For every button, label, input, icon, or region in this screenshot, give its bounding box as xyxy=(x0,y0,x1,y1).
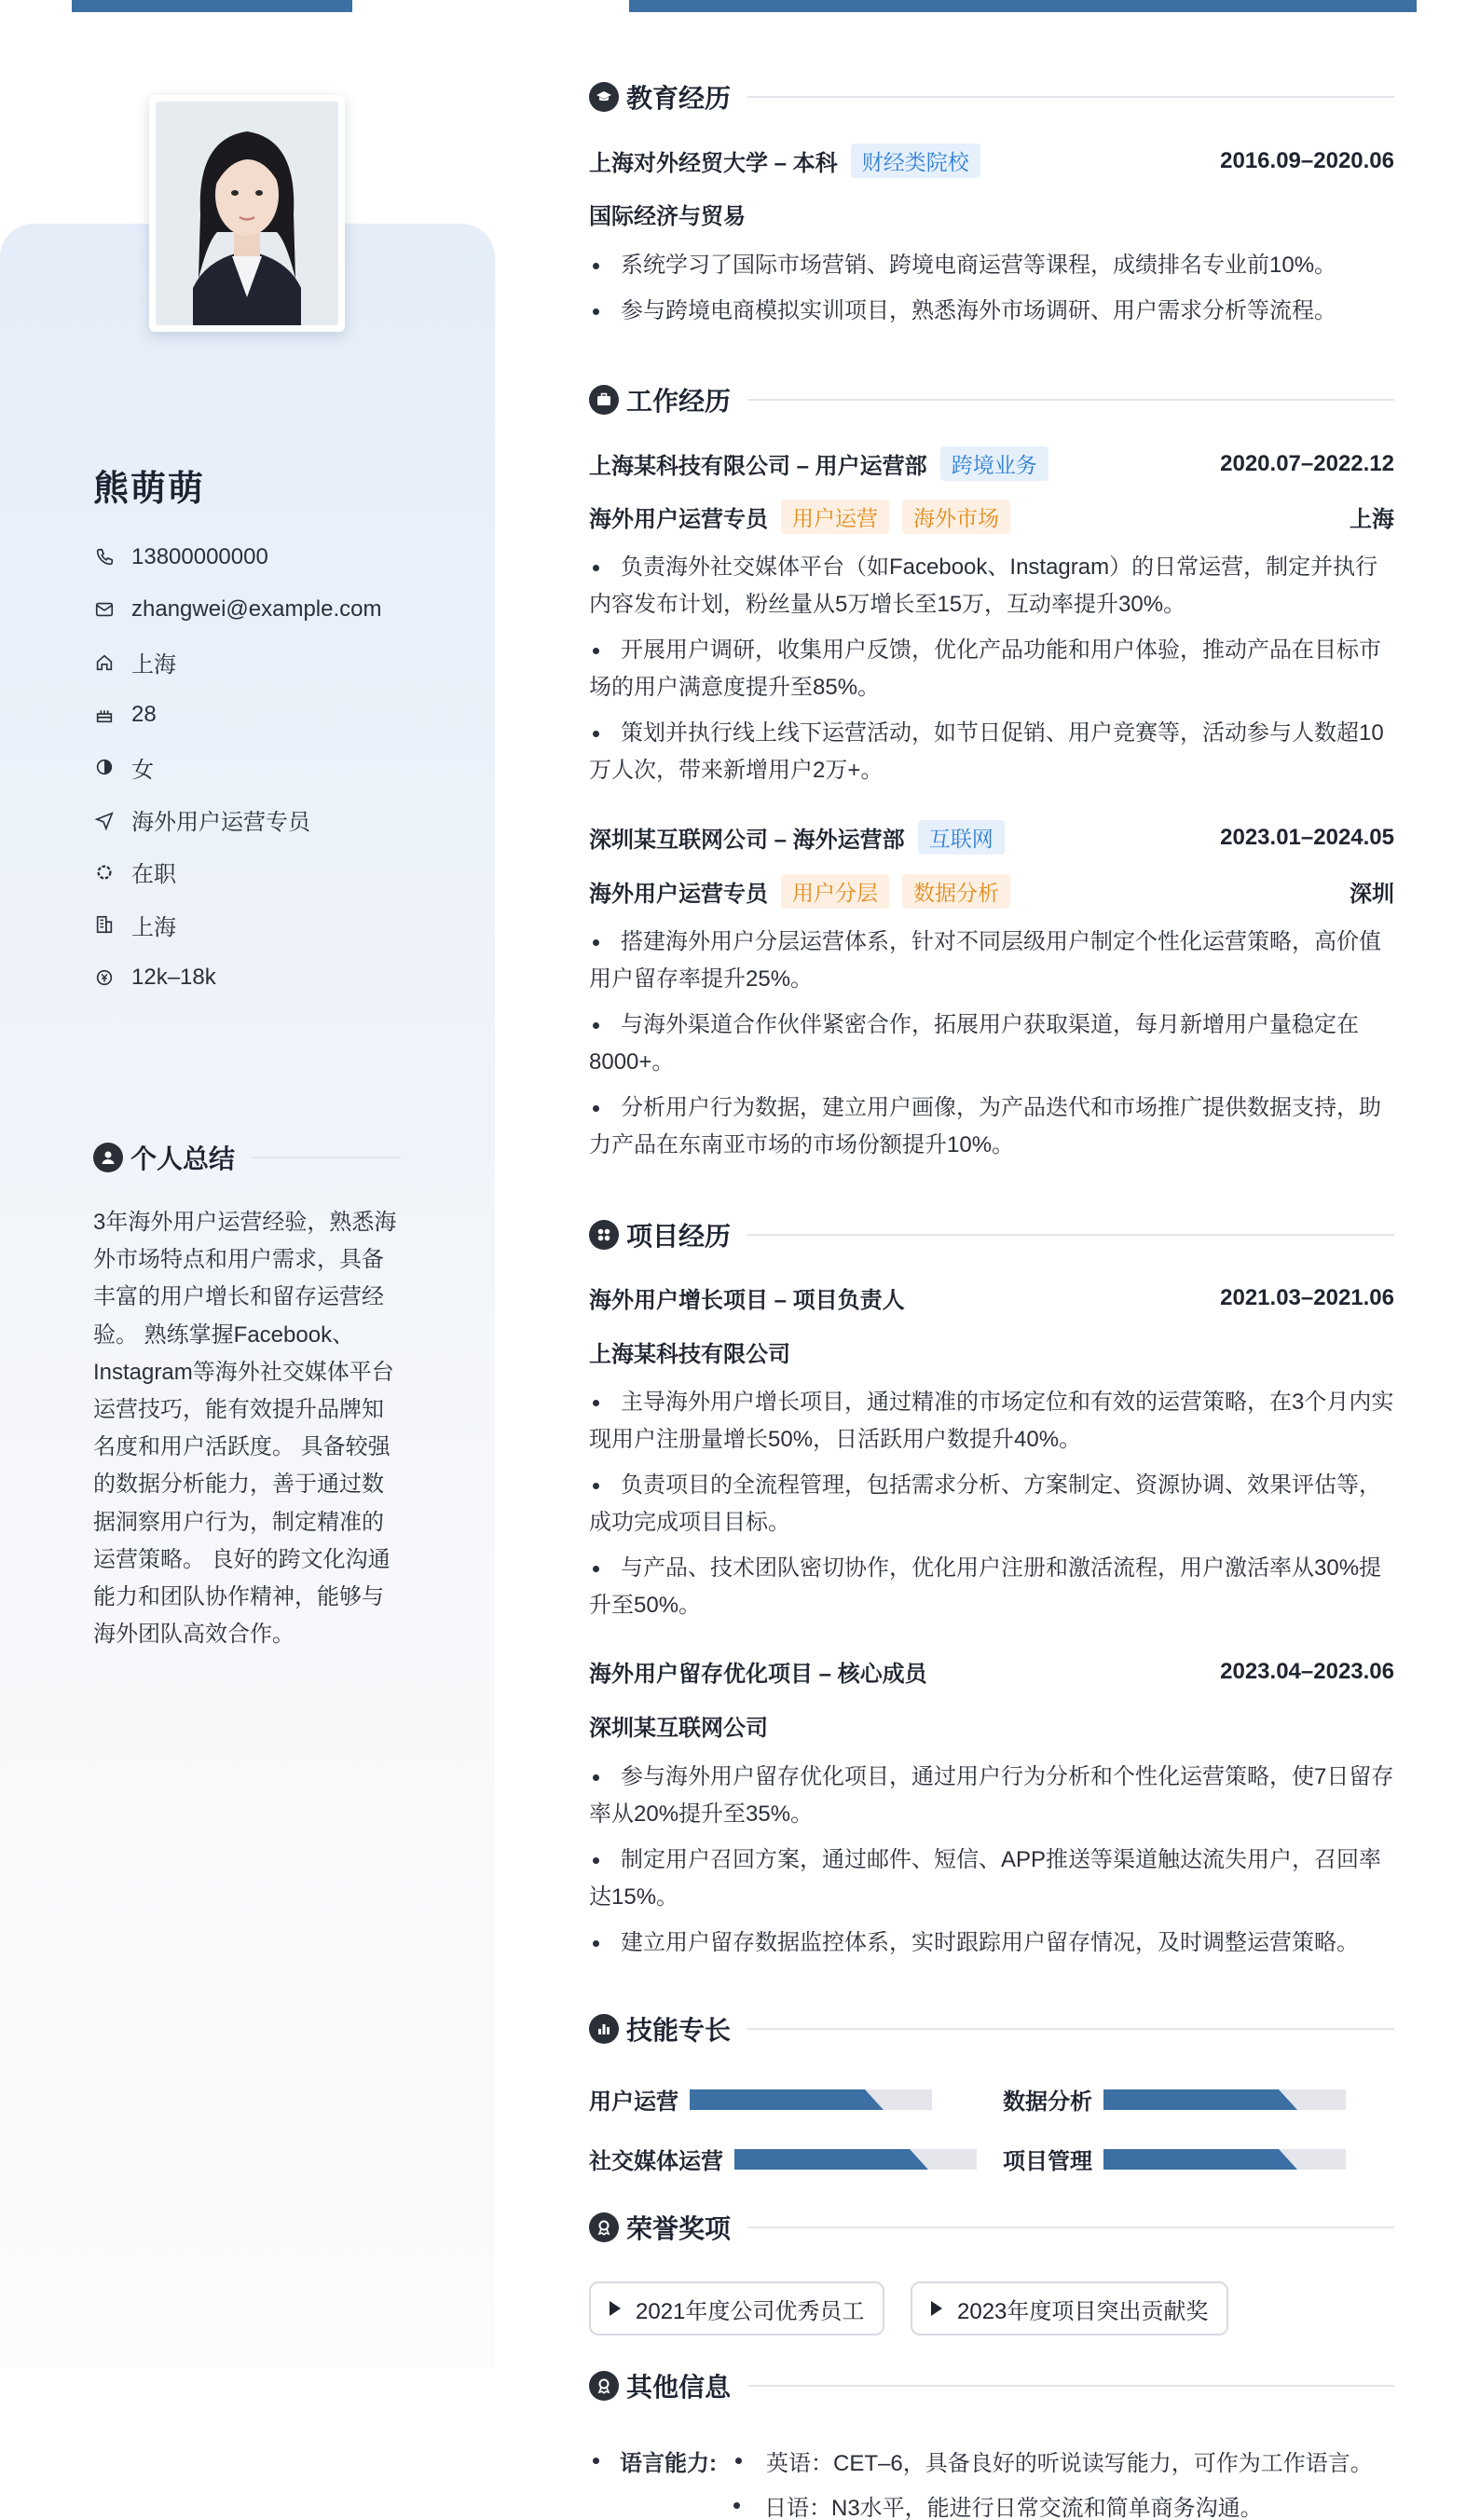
skill-item xyxy=(1003,2083,1346,2116)
skill-item xyxy=(589,2143,977,2175)
skills-section-header xyxy=(589,2010,1394,2048)
info-gender-text: 女 xyxy=(131,757,154,783)
section-divider xyxy=(747,2385,1394,2387)
education-date: 2016.09–2020.06 xyxy=(1220,147,1394,173)
info-city-text: 上海 xyxy=(131,914,176,940)
award-icon xyxy=(589,2212,619,2242)
work-section-header xyxy=(589,381,1394,418)
job-bullets xyxy=(589,924,1394,1172)
education-bullet: 系统学习了国际市场营销、跨境电商运营等课程，成绩排名专业前10%。 xyxy=(589,247,1394,284)
education-title: 教育经历 xyxy=(626,84,732,113)
project-date: 2021.03–2021.06 xyxy=(1220,1284,1394,1310)
project-bullets xyxy=(589,1759,1394,1970)
project-bullet: 建立用户留存数据监控体系，实时跟踪用户留存情况，及时调整运营策略。 xyxy=(589,1924,1394,1962)
project-bullet: 负责项目的全流程管理，包括需求分析、方案制定、资源协调、效果评估等，成功完成项目目标。 xyxy=(589,1467,1394,1541)
other-info xyxy=(589,2438,1373,2520)
top-accent-bar-right xyxy=(629,0,1417,12)
job-role-row xyxy=(589,500,1394,534)
grid-icon xyxy=(589,1220,619,1250)
play-icon xyxy=(610,2301,621,2316)
summary-text: 3年海外用户运营经验，熟悉海外市场特点和用户需求，具备丰富的用户增长和留存运营经验。 熟练掌握Facebook、Instagram等海外社交媒体平台运营技巧，能有效提升品牌知名度和用户活跃度。 具备较强的数据分析能力，善于通过数据洞察用户行为，制定精准的运营策略。 良好的跨文化沟通能力和团队协作精神，能够与海外团队高效合作。 xyxy=(93,1210,397,1648)
skill-bar xyxy=(1103,2089,1346,2110)
salary-icon xyxy=(93,966,116,989)
project-bullet: 与产品、技术团队密切协作，优化用户注册和激活流程，用户激活率从30%提升至50%。 xyxy=(589,1550,1394,1624)
info-salary-text: 12k–18k xyxy=(131,964,216,990)
job-header xyxy=(589,820,1394,855)
job-company-tag: 互联网 xyxy=(918,820,1005,855)
job-date: 2020.07–2022.12 xyxy=(1220,450,1394,476)
info-phone xyxy=(93,531,382,583)
job-role-row xyxy=(589,874,1394,909)
work-title: 工作经历 xyxy=(626,387,732,416)
job-bullet: 与海外渠道合作伙伴紧密合作，拓展用户获取渠道，每月新增用户量稳定在8000+。 xyxy=(589,1007,1394,1081)
portrait-image xyxy=(156,102,338,325)
info-location-text: 上海 xyxy=(131,652,176,678)
job-company: 深圳某互联网公司 – 海外运营部 xyxy=(589,828,905,853)
other-title: 其他信息 xyxy=(626,2373,732,2402)
education-section-header xyxy=(589,78,1394,116)
award-text: 2021年度公司优秀员工 xyxy=(636,2298,865,2324)
job-role-tag: 数据分析 xyxy=(902,874,1010,909)
building-icon xyxy=(93,913,116,936)
education-bullet: 参与跨境电商模拟实训项目，熟悉海外市场调研、用户需求分析等流程。 xyxy=(589,293,1394,330)
education-major-row xyxy=(589,198,1394,230)
job-role-tag: 用户运营 xyxy=(781,500,889,534)
info-gender xyxy=(93,741,382,793)
skill-item xyxy=(1003,2143,1346,2175)
skill-name: 数据分析 xyxy=(1003,2089,1092,2115)
award-badge xyxy=(911,2281,1228,2335)
skill-name: 项目管理 xyxy=(1003,2149,1092,2174)
section-divider xyxy=(252,1157,401,1158)
project-org: 深圳某互联网公司 xyxy=(589,1716,768,1741)
bar-chart-icon xyxy=(589,2014,619,2044)
project-org: 上海某科技有限公司 xyxy=(589,1342,790,1367)
contact-info-list xyxy=(93,531,382,1004)
other-label: 语言能力: xyxy=(620,2450,717,2476)
info-salary xyxy=(93,951,382,1003)
cake-icon xyxy=(93,704,116,726)
info-city xyxy=(93,898,382,951)
section-divider xyxy=(747,2226,1394,2228)
info-email-text: zhangwei@example.com xyxy=(131,596,382,623)
play-icon xyxy=(931,2301,942,2316)
other-row xyxy=(589,2483,1373,2520)
job-date: 2023.01–2024.05 xyxy=(1220,824,1394,850)
info-age-text: 28 xyxy=(131,702,157,728)
skill-bar-fill xyxy=(1103,2149,1279,2170)
info-age xyxy=(93,689,382,741)
job-role: 海外用户运营专员 xyxy=(589,507,768,532)
job-bullet: 搭建海外用户分层运营体系，针对不同层级用户制定个性化运营策略，高价值用户留存率提升25%。 xyxy=(589,924,1394,998)
award-icon xyxy=(589,2371,619,2401)
project-bullet: 参与海外用户留存优化项目，通过用户行为分析和个性化运营策略，使7日留存率从20%提升至35%。 xyxy=(589,1759,1394,1833)
education-school: 上海对外经贸大学 – 本科 xyxy=(589,151,838,176)
summary-title: 个人总结 xyxy=(130,1144,236,1173)
project-header xyxy=(589,1655,1394,1688)
award-text: 2023年度项目突出贡献奖 xyxy=(957,2298,1209,2324)
info-phone-text: 13800000000 xyxy=(131,544,268,570)
job-role-tag: 用户分层 xyxy=(781,874,889,909)
bullet-dot xyxy=(733,2502,740,2509)
project-bullet: 制定用户召回方案，通过邮件、短信、APP推送等渠道触达流失用户，召回率达15%。 xyxy=(589,1842,1394,1916)
section-divider xyxy=(747,1234,1394,1236)
awards-title: 荣誉奖项 xyxy=(626,2214,732,2243)
project-date: 2023.04–2023.06 xyxy=(1220,1658,1394,1684)
briefcase-icon xyxy=(589,385,619,415)
profile-photo xyxy=(149,95,345,332)
candidate-name: 熊萌萌 xyxy=(93,470,206,509)
job-bullet: 负责海外社交媒体平台（如Facebook、Instagram）的日常运营，制定并执行内容发布计划，粉丝量从5万增长至15万，互动率提升30%。 xyxy=(589,549,1394,623)
job-bullets xyxy=(589,549,1394,798)
job-header xyxy=(589,446,1394,481)
status-icon xyxy=(93,861,116,883)
other-item: 日语：N3水平，能进行日常交流和简单商务沟通。 xyxy=(764,2495,1263,2520)
job-bullet: 策划并执行线上线下运营活动，如节日促销、用户竞赛等，活动参与人数超10万人次，带来新增用户2万+。 xyxy=(589,715,1394,789)
skill-bar-fill xyxy=(1103,2089,1279,2110)
project-name: 海外用户增长项目 – 项目负责人 xyxy=(589,1288,905,1313)
info-email xyxy=(93,583,382,636)
other-section-header xyxy=(589,2367,1394,2404)
skill-bar-fill xyxy=(734,2149,910,2170)
graduation-cap-icon xyxy=(589,82,619,112)
info-position-text: 海外用户运营专员 xyxy=(131,810,310,836)
top-accent-bar-left xyxy=(72,0,352,12)
education-tag: 财经类院校 xyxy=(851,144,980,178)
education-major: 国际经济与贸易 xyxy=(589,204,746,229)
section-divider xyxy=(747,399,1394,401)
section-divider xyxy=(747,96,1394,98)
job-city: 深圳 xyxy=(1350,882,1394,907)
info-status xyxy=(93,846,382,898)
summary-section-header xyxy=(93,1139,401,1176)
skill-bar xyxy=(1103,2149,1346,2170)
other-item: 英语：CET–6，具备良好的听说读写能力，可作为工作语言。 xyxy=(766,2450,1373,2476)
info-location xyxy=(93,637,382,689)
project-org-row xyxy=(589,1709,1394,1742)
bullet-dot xyxy=(593,2458,599,2464)
job-bullet: 开展用户调研，收集用户反馈，优化产品功能和用户体验，推动产品在目标市场的用户满意度提升至85%。 xyxy=(589,632,1394,706)
job-company-tag: 跨境业务 xyxy=(940,446,1048,481)
project-org-row xyxy=(589,1335,1394,1368)
projects-title: 项目经历 xyxy=(626,1222,732,1251)
projects-section-header xyxy=(589,1216,1394,1253)
bullet-dot xyxy=(735,2458,742,2464)
gender-icon xyxy=(93,756,116,778)
skill-bar-fill xyxy=(690,2089,865,2110)
job-role-tag: 海外市场 xyxy=(902,500,1010,534)
skill-name: 社交媒体运营 xyxy=(589,2149,723,2174)
education-bullets xyxy=(589,247,1394,338)
project-bullet: 主导海外用户增长项目，通过精准的市场定位和有效的运营策略，在3个月内实现用户注册量增长50%，日活跃用户数提升40%。 xyxy=(589,1384,1394,1459)
user-icon xyxy=(93,1143,123,1172)
other-row xyxy=(589,2438,1373,2483)
section-divider xyxy=(747,2028,1394,2030)
skill-item xyxy=(589,2083,932,2116)
award-badge xyxy=(589,2281,884,2335)
skill-name: 用户运营 xyxy=(589,2089,678,2115)
mail-icon xyxy=(93,598,116,621)
skills-title: 技能专长 xyxy=(626,2016,732,2045)
job-city: 上海 xyxy=(1350,507,1394,532)
send-icon xyxy=(93,809,116,831)
home-icon xyxy=(93,651,116,674)
info-position xyxy=(93,793,382,845)
skill-bar xyxy=(734,2149,977,2170)
education-entry-header xyxy=(589,144,1394,178)
skill-bar xyxy=(690,2089,932,2110)
phone-icon xyxy=(93,546,116,568)
project-header xyxy=(589,1281,1394,1314)
project-bullets xyxy=(589,1384,1394,1633)
awards-section-header xyxy=(589,2209,1394,2246)
info-status-text: 在职 xyxy=(131,862,176,888)
job-role: 海外用户运营专员 xyxy=(589,882,768,907)
job-bullet: 分析用户行为数据，建立用户画像，为产品迭代和市场推广提供数据支持，助力产品在东南亚市场的市场份额提升10%。 xyxy=(589,1089,1394,1164)
project-name: 海外用户留存优化项目 – 核心成员 xyxy=(589,1662,927,1687)
job-company: 上海某科技有限公司 – 用户运营部 xyxy=(589,454,927,479)
